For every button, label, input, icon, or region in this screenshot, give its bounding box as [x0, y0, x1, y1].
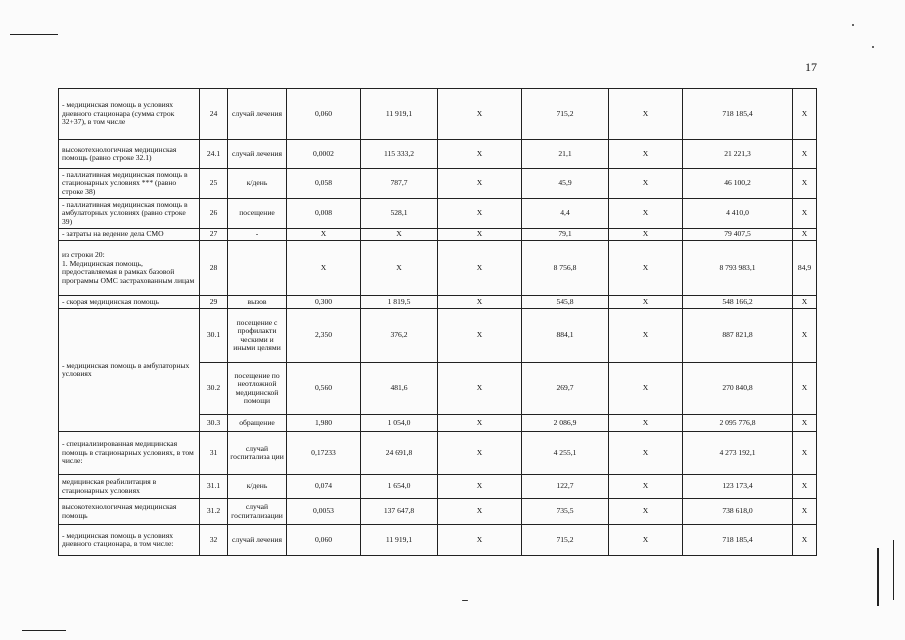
- x-cell: X: [438, 499, 522, 525]
- table-row: [59, 89, 817, 140]
- x-cell: X: [609, 499, 683, 525]
- x-cell: X: [609, 169, 683, 199]
- row-name: высокотехнологичная медицинская помощь: [59, 499, 200, 525]
- volume-cell: X: [287, 229, 361, 241]
- x-cell: X: [793, 363, 817, 415]
- scan-speck: [462, 600, 468, 601]
- table-row: [59, 475, 817, 499]
- volume-cell: 0,560: [287, 363, 361, 415]
- x-cell: X: [438, 241, 522, 296]
- x-cell: X: [793, 432, 817, 475]
- cost-cell: 24 691,8: [361, 432, 438, 475]
- row-number: 27: [200, 229, 228, 241]
- financing-table: [58, 88, 817, 556]
- x-cell: X: [609, 296, 683, 309]
- table-row: [59, 199, 817, 229]
- x-cell: X: [438, 363, 522, 415]
- row-number: 30.3: [200, 415, 228, 432]
- value-cell: 122,7: [522, 475, 609, 499]
- x-cell: X: [609, 89, 683, 140]
- share-cell: 84,9: [793, 241, 817, 296]
- row-name: - затраты на ведение дела СМО: [59, 229, 200, 241]
- unit-cell: к/день: [228, 169, 287, 199]
- sum-cell: 270 840,8: [683, 363, 793, 415]
- unit-cell: [228, 241, 287, 296]
- x-cell: X: [438, 199, 522, 229]
- row-number: 29: [200, 296, 228, 309]
- value-cell: 21,1: [522, 140, 609, 169]
- x-cell: X: [438, 309, 522, 363]
- x-cell: X: [793, 169, 817, 199]
- value-cell: 715,2: [522, 89, 609, 140]
- value-cell: 8 756,8: [522, 241, 609, 296]
- row-number: 28: [200, 241, 228, 296]
- sum-cell: 21 221,3: [683, 140, 793, 169]
- volume-cell: 0,074: [287, 475, 361, 499]
- table-row: [59, 525, 817, 556]
- x-cell: X: [609, 363, 683, 415]
- table-row: [59, 169, 817, 199]
- unit-cell: вызов: [228, 296, 287, 309]
- value-cell: 735,5: [522, 499, 609, 525]
- row-name: - медицинская помощь в условиях дневного стационара (сумма строк 32+37), в том числе: [59, 89, 200, 140]
- scan-artifact-line: [22, 630, 66, 631]
- row-number: 26: [200, 199, 228, 229]
- value-cell: 715,2: [522, 525, 609, 556]
- row-name: из строки 20: 1. Медицинская помощь, предоставляемая в рамках базовой программы ОМС застрахованным лицам: [59, 241, 200, 296]
- table-row: [59, 296, 817, 309]
- cost-cell: 787,7: [361, 169, 438, 199]
- table-row: [59, 241, 817, 296]
- cost-cell: 11 919,1: [361, 525, 438, 556]
- row-number: 31.1: [200, 475, 228, 499]
- page-number: 17: [805, 60, 817, 74]
- scan-speck: [872, 46, 874, 48]
- cost-cell: 1 654,0: [361, 475, 438, 499]
- sum-cell: 548 166,2: [683, 296, 793, 309]
- x-cell: X: [438, 140, 522, 169]
- table-row: [59, 229, 817, 241]
- value-cell: 545,8: [522, 296, 609, 309]
- unit-cell: посещение по неотложной медицинской помощи: [228, 363, 287, 415]
- x-cell: X: [438, 89, 522, 140]
- unit-cell: -: [228, 229, 287, 241]
- x-cell: X: [438, 525, 522, 556]
- unit-cell: обращение: [228, 415, 287, 432]
- row-number: 31.2: [200, 499, 228, 525]
- x-cell: X: [609, 309, 683, 363]
- cost-cell: 1 819,5: [361, 296, 438, 309]
- row-number: 32: [200, 525, 228, 556]
- value-cell: 4 255,1: [522, 432, 609, 475]
- row-name: - медицинская помощь в условиях дневного стационара, в том числе:: [59, 525, 200, 556]
- x-cell: X: [609, 241, 683, 296]
- sum-cell: 718 185,4: [683, 525, 793, 556]
- value-cell: 4,4: [522, 199, 609, 229]
- x-cell: X: [438, 432, 522, 475]
- x-cell: X: [609, 525, 683, 556]
- row-name: медицинская реабилитация в стационарных условиях: [59, 475, 200, 499]
- x-cell: X: [793, 229, 817, 241]
- x-cell: X: [793, 199, 817, 229]
- row-number: 31: [200, 432, 228, 475]
- volume-cell: 0,058: [287, 169, 361, 199]
- unit-cell: случай лечения: [228, 525, 287, 556]
- x-cell: X: [609, 140, 683, 169]
- value-cell: 2 086,9: [522, 415, 609, 432]
- value-cell: 45,9: [522, 169, 609, 199]
- sum-cell: 2 095 776,8: [683, 415, 793, 432]
- sum-cell: 4 410,0: [683, 199, 793, 229]
- volume-cell: 1,980: [287, 415, 361, 432]
- table-row: [59, 432, 817, 475]
- x-cell: X: [438, 475, 522, 499]
- cost-cell: 115 333,2: [361, 140, 438, 169]
- x-cell: X: [438, 415, 522, 432]
- unit-cell: случай госпитализа ции: [228, 432, 287, 475]
- value-cell: 79,1: [522, 229, 609, 241]
- scan-speck: [852, 24, 854, 26]
- unit-cell: случай лечения: [228, 140, 287, 169]
- value-cell: 884,1: [522, 309, 609, 363]
- row-number: 25: [200, 169, 228, 199]
- cost-cell: X: [361, 229, 438, 241]
- cost-cell: 1 054,0: [361, 415, 438, 432]
- cost-cell: 137 647,8: [361, 499, 438, 525]
- sum-cell: 718 185,4: [683, 89, 793, 140]
- scan-artifact-line: [10, 34, 58, 35]
- cost-cell: 528,1: [361, 199, 438, 229]
- x-cell: X: [438, 169, 522, 199]
- cost-cell: 481,6: [361, 363, 438, 415]
- x-cell: X: [793, 525, 817, 556]
- x-cell: X: [793, 499, 817, 525]
- volume-cell: 2,350: [287, 309, 361, 363]
- row-name: - паллиативная медицинская помощь в стационарных условиях *** (равно строке 38): [59, 169, 200, 199]
- volume-cell: 0,17233: [287, 432, 361, 475]
- unit-cell: к/день: [228, 475, 287, 499]
- sum-cell: 8 793 983,1: [683, 241, 793, 296]
- x-cell: X: [793, 296, 817, 309]
- sum-cell: 738 618,0: [683, 499, 793, 525]
- x-cell: X: [609, 199, 683, 229]
- x-cell: X: [609, 415, 683, 432]
- volume-cell: 0,060: [287, 89, 361, 140]
- sum-cell: 887 821,8: [683, 309, 793, 363]
- x-cell: X: [438, 229, 522, 241]
- volume-cell: 0,300: [287, 296, 361, 309]
- x-cell: X: [438, 296, 522, 309]
- unit-cell: случай госпитализации: [228, 499, 287, 525]
- sum-cell: 4 273 192,1: [683, 432, 793, 475]
- row-number: 30.2: [200, 363, 228, 415]
- row-name: высокотехнологичная медицинская помощь (равно строке 32.1): [59, 140, 200, 169]
- volume-cell: 0,0053: [287, 499, 361, 525]
- x-cell: X: [793, 309, 817, 363]
- table-row: [59, 309, 817, 363]
- sum-cell: 79 407,5: [683, 229, 793, 241]
- row-number: 24: [200, 89, 228, 140]
- x-cell: X: [793, 89, 817, 140]
- x-cell: X: [793, 415, 817, 432]
- row-name: - специализированная медицинская помощь в стационарных условиях, в том числе:: [59, 432, 200, 475]
- row-name: - скорая медицинская помощь: [59, 296, 200, 309]
- x-cell: X: [793, 475, 817, 499]
- volume-cell: 0,060: [287, 525, 361, 556]
- x-cell: X: [609, 229, 683, 241]
- x-cell: X: [609, 475, 683, 499]
- row-name: - паллиативная медицинская помощь в амбулаторных условиях (равно строке 39): [59, 199, 200, 229]
- cost-cell: X: [361, 241, 438, 296]
- value-cell: 269,7: [522, 363, 609, 415]
- cost-cell: 11 919,1: [361, 89, 438, 140]
- row-name: - медицинская помощь в амбулаторных условиях: [59, 309, 200, 432]
- table-row: [59, 499, 817, 525]
- x-cell: X: [793, 140, 817, 169]
- row-number: 30.1: [200, 309, 228, 363]
- volume-cell: 0,0002: [287, 140, 361, 169]
- x-cell: X: [609, 432, 683, 475]
- unit-cell: посещение: [228, 199, 287, 229]
- sum-cell: 46 100,2: [683, 169, 793, 199]
- table-row: [59, 140, 817, 169]
- row-number: 24.1: [200, 140, 228, 169]
- volume-cell: X: [287, 241, 361, 296]
- cost-cell: 376,2: [361, 309, 438, 363]
- unit-cell: посещение с профилакти ческими и иными целями: [228, 309, 287, 363]
- scan-artifact-line: [877, 548, 879, 606]
- unit-cell: случай лечения: [228, 89, 287, 140]
- volume-cell: 0,008: [287, 199, 361, 229]
- scan-artifact-line: [893, 540, 894, 600]
- sum-cell: 123 173,4: [683, 475, 793, 499]
